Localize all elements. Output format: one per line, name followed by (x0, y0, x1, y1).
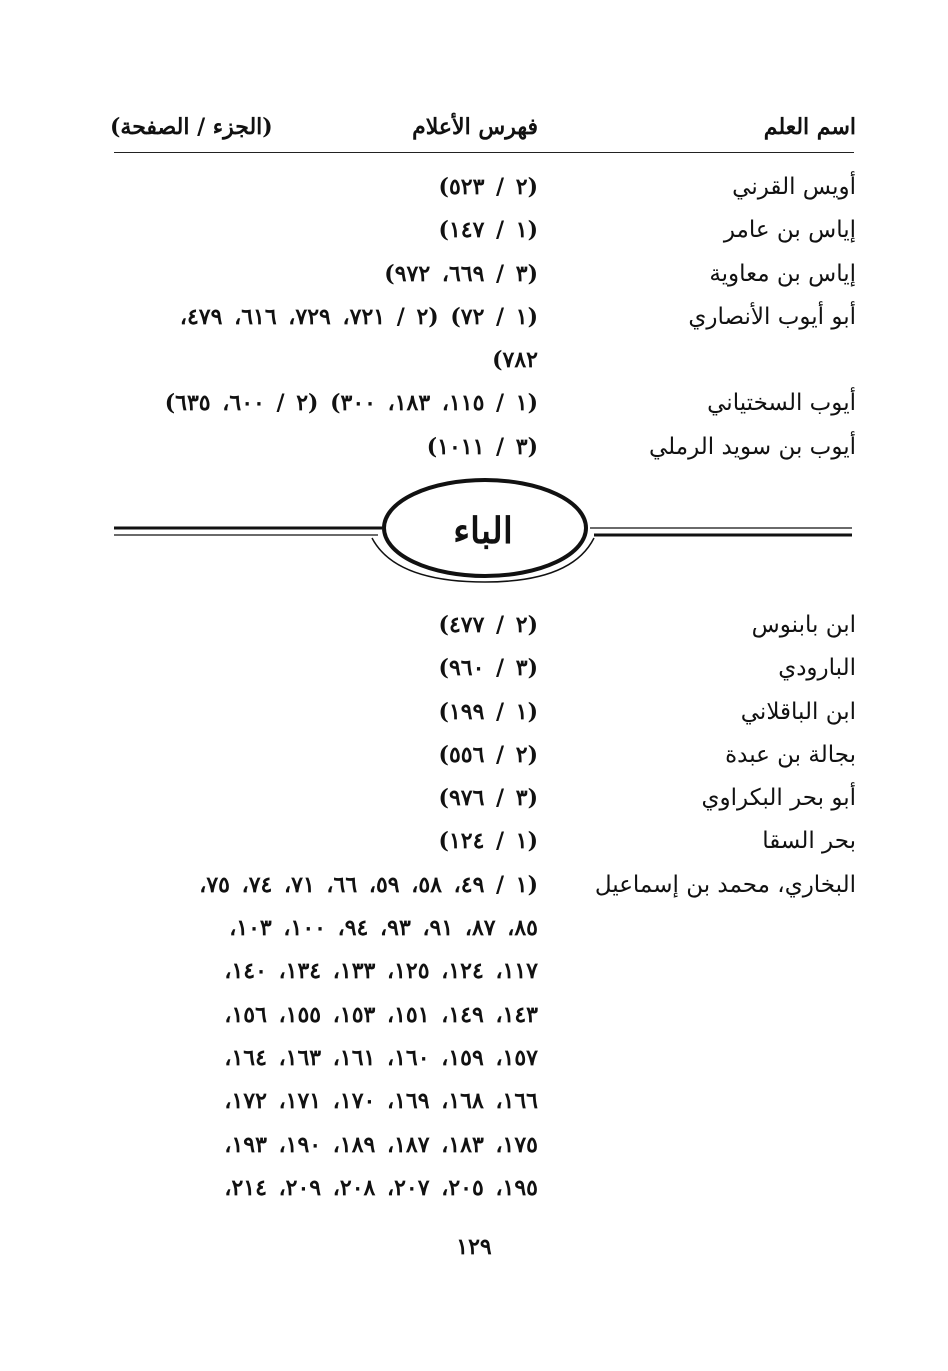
entry-refs: (١ / ١٩٩) (438, 698, 538, 725)
index-entry (110, 604, 856, 647)
index-entry-continuation (110, 1124, 856, 1167)
entry-name: البارودي (778, 655, 856, 682)
entry-name: أيوب بن سويد الرملي (649, 433, 856, 460)
index-header (110, 108, 856, 152)
entry-refs: ١٦٦، ١٦٨، ١٦٩، ١٧٠، ١٧١، ١٧٢، (224, 1088, 538, 1115)
entry-name: بحر السقا (762, 828, 856, 855)
entry-refs: (٣ / ١٠١١) (426, 433, 538, 460)
index-entry (110, 864, 856, 907)
index-entry (110, 166, 856, 209)
entry-refs: ١٤٣، ١٤٩، ١٥١، ١٥٣، ١٥٥، ١٥٦، (224, 1001, 538, 1028)
entry-refs: (٣ / ٩٧٦) (438, 785, 538, 812)
entry-name: أويس القرني (732, 174, 856, 200)
section-divider (110, 476, 856, 586)
entry-refs: ١٥٧، ١٥٩، ١٦٠، ١٦١، ١٦٣، ١٦٤، (224, 1044, 538, 1071)
index-entry-continuation (110, 339, 856, 382)
entry-refs: (٢ / ٤٧٧) (438, 612, 538, 638)
section-title: الباء (453, 510, 513, 552)
index-entry-continuation (110, 1080, 856, 1123)
index-entry-continuation (110, 1167, 856, 1210)
index-entry-continuation (110, 1037, 856, 1080)
entry-refs: ١٧٥، ١٨٣، ١٨٧، ١٨٩، ١٩٠، ١٩٣، (224, 1131, 538, 1158)
entries-section-ba (110, 604, 856, 1210)
entry-name: أبو بحر البكراوي (701, 785, 856, 812)
index-entry (110, 734, 856, 777)
index-entry (110, 253, 856, 296)
header-rule (114, 152, 854, 153)
entry-refs: ١٩٥، ٢٠٥، ٢٠٧، ٢٠٨، ٢٠٩، ٢١٤، (224, 1174, 538, 1201)
entry-name: بجالة بن عبدة (725, 741, 856, 768)
entries-section-alif (110, 166, 856, 469)
header-reference-column: (الجزء / الصفحة) (110, 114, 273, 140)
entry-refs: ١١٧، ١٢٤، ١٢٥، ١٣٣، ١٣٤، ١٤٠، (224, 958, 538, 985)
entry-name: البخاري، محمد بن إسماعيل (594, 871, 856, 898)
entry-refs: (١ / ٤٩، ٥٨، ٥٩، ٦٦، ٧١، ٧٤، ٧٥، (199, 871, 538, 898)
entry-refs: (٢ / ٥٥٦) (438, 741, 538, 768)
entry-name: أيوب السختياني (707, 390, 856, 417)
entry-refs: (٢ / ٥٢٣) (438, 174, 538, 200)
index-entry (110, 426, 856, 469)
index-entry-continuation (110, 907, 856, 950)
entry-refs: (٣ / ٩٦٠) (438, 655, 538, 682)
index-entry (110, 691, 856, 734)
entry-name: ابن بابنوس (751, 612, 856, 638)
index-entry (110, 647, 856, 690)
entry-name: أبو أيوب الأنصاري (688, 303, 856, 330)
index-entry-continuation (110, 950, 856, 993)
index-entry (110, 777, 856, 820)
index-entry (110, 382, 856, 425)
entry-refs: (١ / ١٤٧) (438, 217, 538, 244)
page-number: ١٢٩ (456, 1234, 492, 1260)
index-entry-continuation (110, 994, 856, 1037)
entry-refs: ٧٨٢) (492, 347, 538, 374)
entry-name: إياس بن عامر (723, 217, 856, 244)
index-entry (110, 820, 856, 863)
header-name-column: اسم العلم (763, 114, 856, 140)
entry-refs: (١ / ١٢٤) (438, 828, 538, 855)
header-title: فهرس الأعلام (412, 114, 538, 140)
index-entry (110, 296, 856, 339)
entry-refs: (٣ / ٦٦٩، ٩٧٢) (384, 260, 538, 287)
index-entry (110, 209, 856, 252)
entry-refs: (١ / ٧٢) (٢ / ٧٢١، ٧٢٩، ٦١٦، ٤٧٩، (179, 303, 538, 330)
entry-refs: ٨٥، ٨٧، ٩١، ٩٣، ٩٤، ١٠٠، ١٠٣، (229, 915, 538, 942)
entry-name: إياس بن معاوية (709, 260, 856, 287)
entry-name: ابن الباقلاني (740, 698, 856, 725)
entry-refs: (١ / ١١٥، ١٨٣، ٣٠٠) (٢ / ٦٠٠، ٦٣٥) (164, 390, 538, 417)
